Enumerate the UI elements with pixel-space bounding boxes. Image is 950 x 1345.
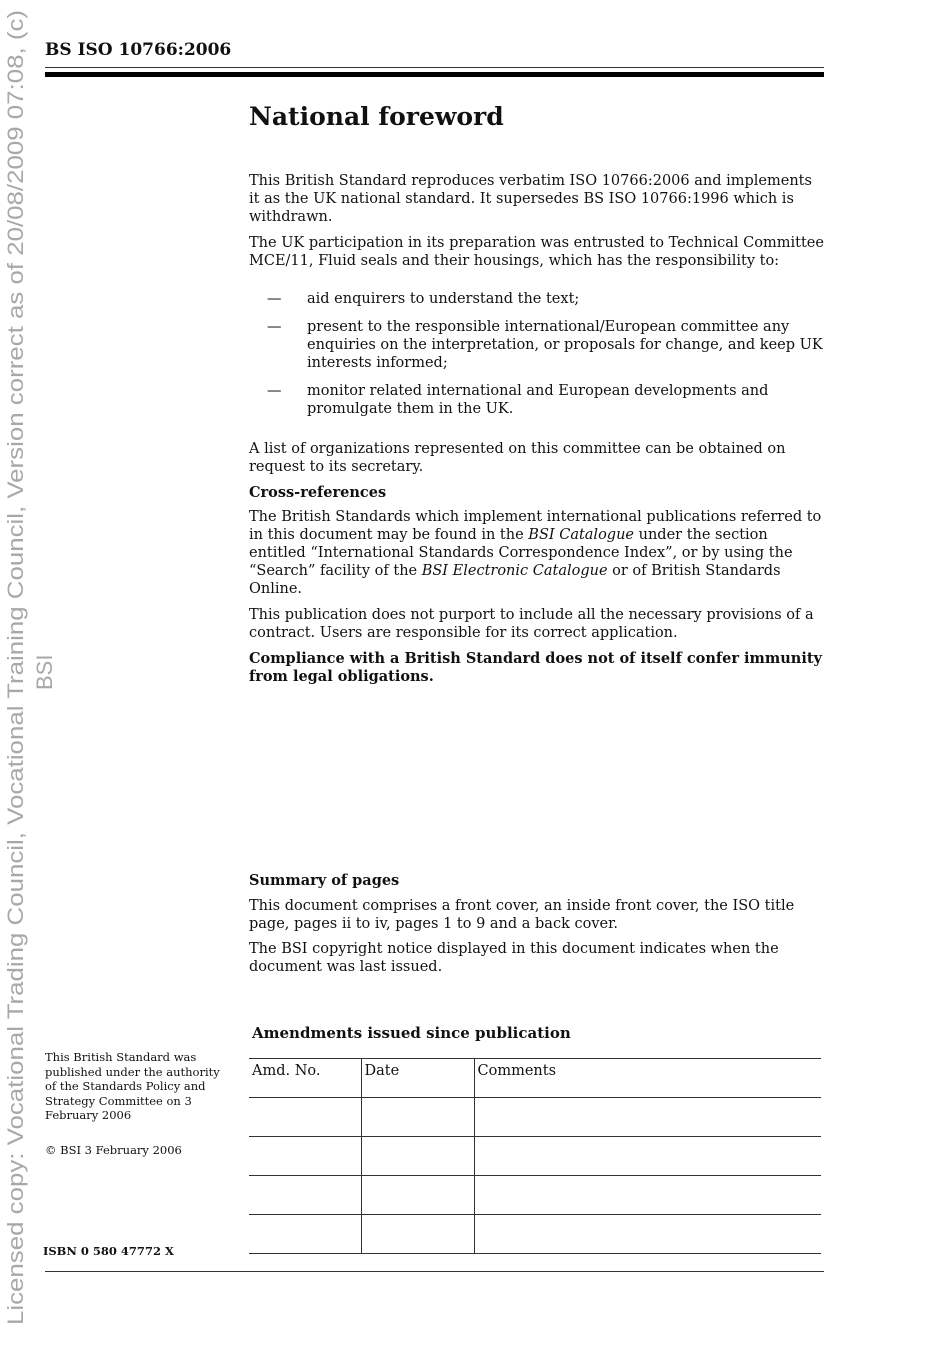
header-rule-thin [45,67,824,68]
watermark-line-1: Licensed copy: Vocational Trading Council, Vocational Training Council, Version correct as of 20/08/2009 07:08, (c) [3,205,28,1325]
table-header-row [249,1059,821,1098]
list-item [249,382,824,418]
watermark-line-2: BSI [32,654,57,690]
table-row [249,1176,821,1215]
table-cell [249,1176,361,1215]
table-cell [249,1137,361,1176]
committee-paragraph: The UK participation in its preparation was entrusted to Technical Committee MCE/11, Fluid seals and their housings, which has the responsibility to: [249,235,824,269]
crossref-text-2: under the section entitled “International Standards Correspondence Index”, or by using the “Search” facility of the [249,527,793,579]
amendments-table [249,1058,821,1254]
foreword-body [249,100,824,694]
header-rule-thick [45,72,824,77]
column-header-comments: Comments [474,1059,821,1098]
bsi-electronic-catalogue-text: BSI Electronic Catalogue [421,563,608,579]
table-cell [474,1098,821,1137]
intro-paragraph: This British Standard reproduces verbatim ISO 10766:2006 and implements it as the UK national standard. It supersedes BS ISO 10766:1996 which is withdrawn. [249,173,812,225]
table-cell [474,1176,821,1215]
dash-bullet: — [267,383,282,399]
dash-bullet: — [267,319,282,335]
page-title: National foreword [249,102,504,131]
table-row [249,1215,821,1254]
list-item-text: aid enquirers to understand the text; [307,291,580,307]
footer-rule [45,1271,824,1272]
summary-of-pages [249,872,824,983]
list-item-text: monitor related international and European developments and promulgate them in the UK. [307,383,769,417]
table-row [249,1137,821,1176]
crossref-text-3: or of British Standards Online. [249,563,781,597]
table-cell [249,1098,361,1137]
table-row [249,1098,821,1137]
table-cell [361,1098,474,1137]
cross-references-paragraph [249,508,824,598]
crossref-text-1: The British Standards which implement international publications referred to in this document may be found in the [249,509,822,543]
copyright-line: © BSI 3 February 2006 [45,1142,182,1157]
document-id: BS ISO 10766:2006 [45,40,232,60]
column-header-date: Date [361,1059,474,1098]
organizations-paragraph: A list of organizations represented on this committee can be obtained on request to its secretary. [249,441,786,475]
table-cell [249,1215,361,1254]
column-header-amd-no: Amd. No. [249,1059,361,1098]
table-cell [474,1137,821,1176]
cross-references-heading: Cross-references [249,484,387,501]
responsibility-list [249,290,824,418]
dash-bullet: — [267,291,282,307]
table-cell [361,1137,474,1176]
publication-sidebar [45,1050,230,1177]
bsi-catalogue-text: BSI Catalogue [528,527,635,543]
amendments-title: Amendments issued since publication [252,1024,571,1042]
table-cell [474,1215,821,1254]
copyright-notice-paragraph: The BSI copyright notice displayed in this document indicates when the document was last issued. [249,941,779,975]
table-cell [361,1176,474,1215]
table-cell [361,1215,474,1254]
list-item [249,290,824,308]
summary-heading: Summary of pages [249,872,400,889]
authority-statement: This British Standard was published under the authority of the Standards Policy and Strategy Committee on 3 February 2006 [45,1050,220,1122]
compliance-statement: Compliance with a British Standard does not of itself confer immunity from legal obligations. [249,650,822,685]
isbn: ISBN 0 580 47772 X [43,1244,174,1258]
provisions-paragraph: This publication does not purport to include all the necessary provisions of a contract. Users are responsible for its correct application. [249,607,814,641]
summary-paragraph: This document comprises a front cover, an inside front cover, the ISO title page, pages ii to iv, pages 1 to 9 and a back cover. [249,898,795,932]
list-item [249,318,824,372]
list-item-text: present to the responsible international/European committee any enquiries on the interpretation, or proposals for change, and keep UK interests informed; [307,319,823,371]
